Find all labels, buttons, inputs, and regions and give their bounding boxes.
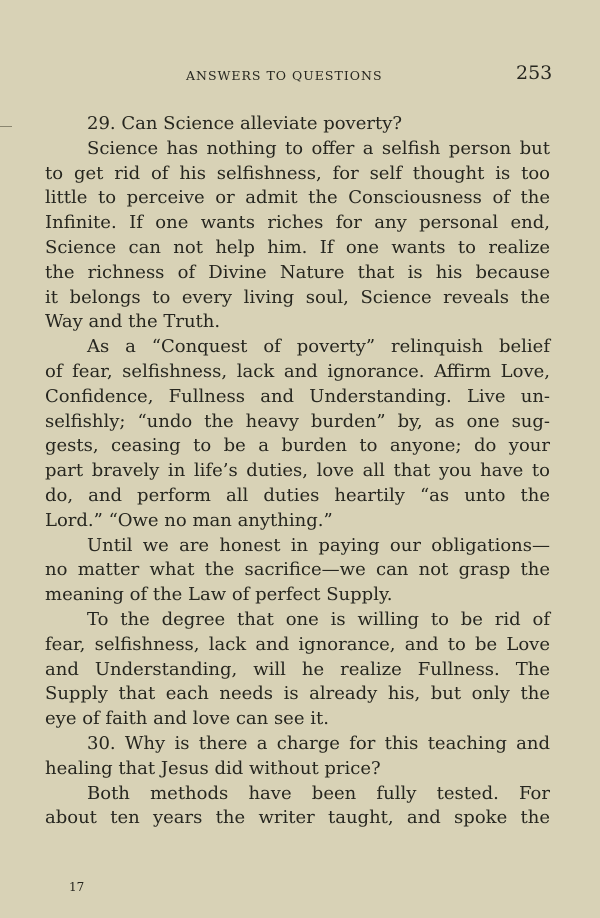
text-line: Infinite. If one wants riches for any personal end, bbox=[45, 212, 550, 234]
text-line: of fear, selfishness, lack and ignorance. Affirm Love, bbox=[45, 360, 550, 382]
page-number: 253 bbox=[516, 62, 553, 84]
text-line: fear, selfishness, lack and ignorance, and to be Love bbox=[45, 633, 550, 655]
text-line: no matter what the sacrifice—we can not grasp the bbox=[45, 559, 550, 581]
text-line: eye of faith and love can see it. bbox=[45, 708, 329, 730]
text-line: about ten years the writer taught, and spoke the bbox=[45, 807, 550, 829]
text-line: Lord.” “Owe no man anything.” bbox=[45, 509, 333, 531]
text-line: and Understanding, will he realize Fullness. The bbox=[45, 658, 550, 680]
text-line: to get rid of his selfishness, for self thought is too bbox=[45, 162, 550, 184]
running-title: ANSWERS TO QUESTIONS bbox=[186, 68, 383, 83]
signature-mark: 17 bbox=[69, 880, 85, 894]
text-line: Science has nothing to offer a selfish person but bbox=[87, 137, 550, 159]
text-line: As a “Conquest of poverty” relinquish belief bbox=[87, 336, 550, 358]
text-line: 29. Can Science alleviate poverty? bbox=[87, 113, 403, 134]
text-line: healing that Jesus did without price? bbox=[45, 757, 381, 779]
text-line: it belongs to every living soul, Science reveals the bbox=[45, 286, 550, 308]
text-line: Science can not help him. If one wants to realize bbox=[45, 236, 550, 258]
text-line: selfishly; “undo the heavy burden” by, as one sug- bbox=[45, 410, 550, 432]
text-line: 30. Why is there a charge for this teaching and bbox=[87, 732, 550, 754]
text-line: Both methods have been fully tested. For bbox=[87, 782, 550, 804]
text-line: little to perceive or admit the Consciousness of the bbox=[45, 187, 550, 209]
text-line: To the degree that one is willing to be rid of bbox=[87, 608, 550, 630]
margin-mark bbox=[0, 126, 12, 127]
text-line: Until we are honest in paying our obligations— bbox=[87, 534, 550, 556]
page-body-text bbox=[45, 112, 550, 831]
text-line: gests, ceasing to be a burden to anyone; do your bbox=[45, 435, 550, 457]
text-line: meaning of the Law of perfect Supply. bbox=[45, 584, 393, 606]
text-line: Way and the Truth. bbox=[45, 311, 221, 333]
page-header bbox=[0, 62, 600, 86]
text-line: Confidence, Fullness and Understanding. Live un- bbox=[45, 385, 550, 407]
text-line: the richness of Divine Nature that is his because bbox=[45, 261, 550, 283]
text-line: Supply that each needs is already his, but only the bbox=[45, 683, 550, 705]
text-line: part bravely in life’s duties, love all that you have to bbox=[45, 460, 550, 482]
text-line: do, and perform all duties heartily “as unto the bbox=[45, 484, 550, 506]
